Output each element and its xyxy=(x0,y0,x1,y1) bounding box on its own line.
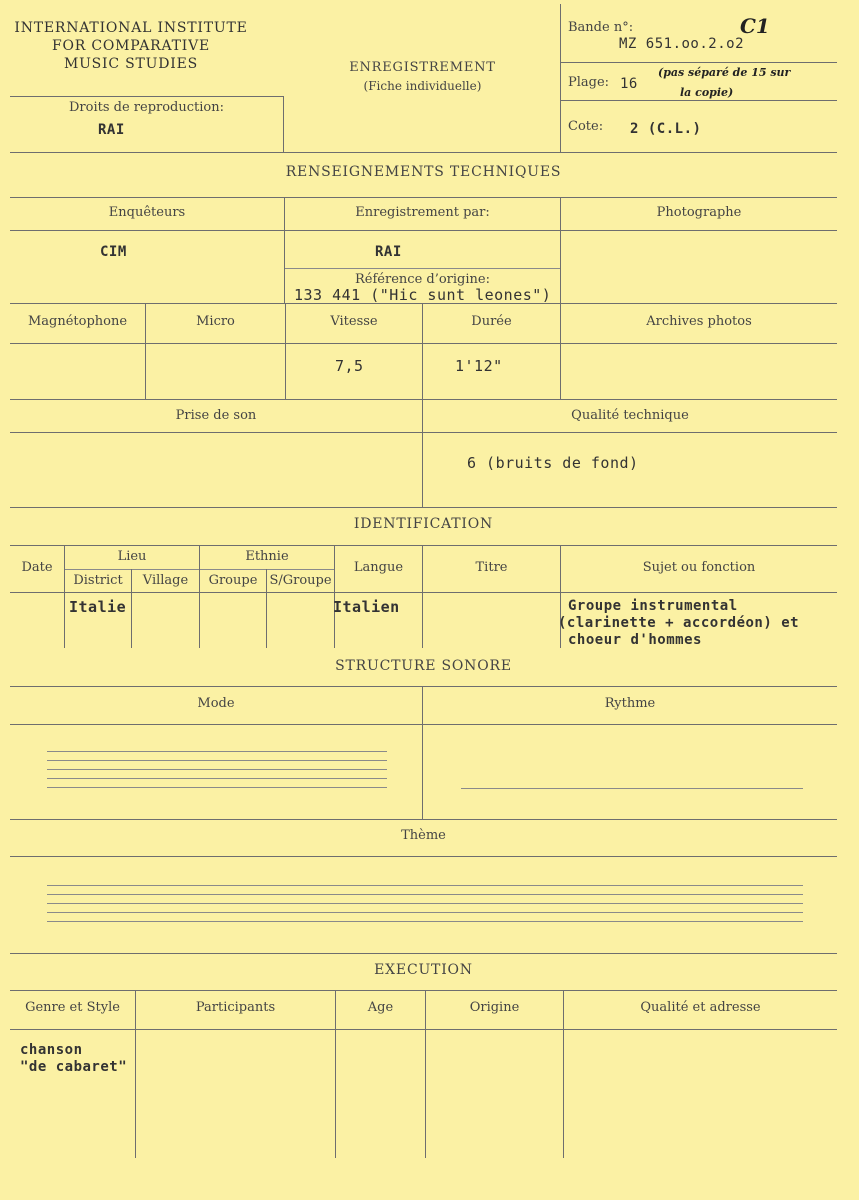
identification-vline-4 xyxy=(266,569,267,648)
theme-top-line xyxy=(10,819,837,820)
date-label: Date xyxy=(21,560,53,575)
structure-vline xyxy=(422,686,423,819)
ethnie-label: Ethnie xyxy=(245,549,289,564)
theme-staff-line-5 xyxy=(47,921,803,922)
bande-label: Bande n°: xyxy=(568,20,634,35)
langue-label: Langue xyxy=(353,560,404,575)
reference-line xyxy=(285,268,560,269)
identification-vline-5 xyxy=(334,545,335,648)
theme-label: Thème xyxy=(401,828,446,843)
qualite-adresse-label: Qualité et adresse xyxy=(640,1000,761,1015)
technical-row3-line xyxy=(10,432,837,433)
reference-label: Référence d’origine: xyxy=(355,272,490,287)
plage-note-line1: (pas séparé de 15 sur xyxy=(658,66,791,79)
plage-note-line2: la copie) xyxy=(680,86,734,99)
duree-label: Durée xyxy=(471,314,512,329)
execution-vline-2 xyxy=(335,990,336,1158)
technical-vline-3 xyxy=(145,303,146,399)
enqueteurs-label: Enquêteurs xyxy=(108,205,186,220)
structure-header-line xyxy=(10,724,837,725)
rights-label: Droits de reproduction: xyxy=(68,100,224,115)
plage-value: 16 xyxy=(620,76,638,92)
enregistrement-value: RAI xyxy=(375,244,402,260)
structure-section-title: STRUCTURE SONORE xyxy=(335,658,512,674)
identification-vline-7 xyxy=(560,545,561,648)
execution-vline-3 xyxy=(425,990,426,1158)
theme-staff-line-4 xyxy=(47,912,803,913)
technical-header-line xyxy=(10,230,837,231)
execution-vline-4 xyxy=(563,990,564,1158)
identification-vline-3 xyxy=(199,545,200,648)
bande-value: MZ 651.oo.2.o2 xyxy=(619,36,745,52)
technical-vline-1 xyxy=(284,197,285,303)
header-bottom-line xyxy=(10,152,837,153)
plage-line xyxy=(560,100,837,101)
cote-value: 2 (C.L.) xyxy=(630,121,702,137)
lieu-label: Lieu xyxy=(117,549,147,564)
header-divider xyxy=(560,4,561,152)
sujet-label: Sujet ou fonction xyxy=(642,560,756,575)
institute-name-line3: MUSIC STUDIES xyxy=(63,56,199,72)
identification-header-line xyxy=(10,592,837,593)
technical-vline-6 xyxy=(560,303,561,399)
sujet-value-line1: Groupe instrumental xyxy=(568,598,738,614)
genre-value-line1: chanson xyxy=(20,1042,83,1058)
mode-staff-line-2 xyxy=(47,760,387,761)
institute-name-line2: FOR COMPARATIVE xyxy=(51,38,211,54)
rythme-line xyxy=(461,788,803,789)
execution-section-title: EXECUTION xyxy=(374,962,473,978)
reference-value: 133 441 ("Hic sunt leones") xyxy=(294,286,552,304)
rythme-label: Rythme xyxy=(604,696,656,711)
bande-line xyxy=(560,62,837,63)
mode-staff-line-5 xyxy=(47,787,387,788)
technical-row3-top xyxy=(10,399,837,400)
technical-vline-4 xyxy=(285,303,286,399)
technical-row2-line xyxy=(10,343,837,344)
sujet-value-line3: choeur d'hommes xyxy=(568,632,702,648)
magnetophone-label: Magnétophone xyxy=(27,314,128,329)
bande-handwritten: C1 xyxy=(740,14,770,38)
technical-bottom-line xyxy=(10,507,837,508)
structure-bottom-line xyxy=(10,953,837,954)
structure-title-line xyxy=(10,686,837,687)
form-title: ENREGISTREMENT xyxy=(349,60,496,75)
qualite-label: Qualité technique xyxy=(571,408,689,423)
institute-name-line1: INTERNATIONAL INSTITUTE xyxy=(14,20,248,36)
langue-value: Italien xyxy=(333,598,400,616)
origine-label: Origine xyxy=(469,1000,520,1015)
identification-vline-6 xyxy=(422,545,423,648)
rights-right-line xyxy=(283,96,284,152)
titre-label: Titre xyxy=(475,560,508,575)
form-subtitle: (Fiche individuelle) xyxy=(363,79,482,93)
qualite-value: 6 (bruits de fond) xyxy=(467,454,639,472)
groupe-label: Groupe xyxy=(208,573,258,588)
photographe-label: Photographe xyxy=(656,205,742,220)
execution-vline-1 xyxy=(135,990,136,1158)
enregistrement-label: Enregistrement par: xyxy=(355,205,490,220)
theme-header-line xyxy=(10,856,837,857)
identification-title-line xyxy=(10,545,837,546)
mode-staff-line-3 xyxy=(47,769,387,770)
rights-top-line xyxy=(10,96,283,97)
cote-label: Cote: xyxy=(568,119,604,134)
technical-vline-7 xyxy=(422,399,423,507)
technical-row2-top xyxy=(10,303,837,304)
technical-vline-2 xyxy=(560,197,561,303)
rights-value: RAI xyxy=(98,122,125,138)
prise-label: Prise de son xyxy=(175,408,257,423)
theme-staff-line-3 xyxy=(47,903,803,904)
district-value: Italie xyxy=(69,598,127,616)
identification-vline-1 xyxy=(64,545,65,648)
theme-staff-line-1 xyxy=(47,885,803,886)
sgroupe-label: S/Groupe xyxy=(269,573,332,588)
theme-staff-line-2 xyxy=(47,894,803,895)
archives-label: Archives photos xyxy=(646,314,752,329)
participants-label: Participants xyxy=(195,1000,276,1015)
sujet-value-line2: (clarinette + accordéon) et xyxy=(558,615,800,631)
mode-staff-line-1 xyxy=(47,751,387,752)
vitesse-value: 7,5 xyxy=(335,357,364,375)
duree-value: 1'12" xyxy=(455,357,503,375)
mode-staff-line-4 xyxy=(47,778,387,779)
district-label: District xyxy=(73,573,123,588)
plage-label: Plage: xyxy=(568,75,610,90)
vitesse-label: Vitesse xyxy=(330,314,378,329)
technical-title-line xyxy=(10,197,837,198)
identification-section-title: IDENTIFICATION xyxy=(353,516,494,532)
genre-label: Genre et Style xyxy=(25,1000,120,1015)
enqueteurs-value: CIM xyxy=(100,244,127,260)
micro-label: Micro xyxy=(196,314,235,329)
technical-vline-5 xyxy=(422,303,423,399)
village-label: Village xyxy=(142,573,189,588)
genre-value-line2: "de cabaret" xyxy=(20,1059,128,1075)
age-label: Age xyxy=(367,1000,394,1015)
technical-section-title: RENSEIGNEMENTS TECHNIQUES xyxy=(285,164,562,180)
mode-label: Mode xyxy=(197,696,235,711)
identification-vline-2 xyxy=(131,569,132,648)
